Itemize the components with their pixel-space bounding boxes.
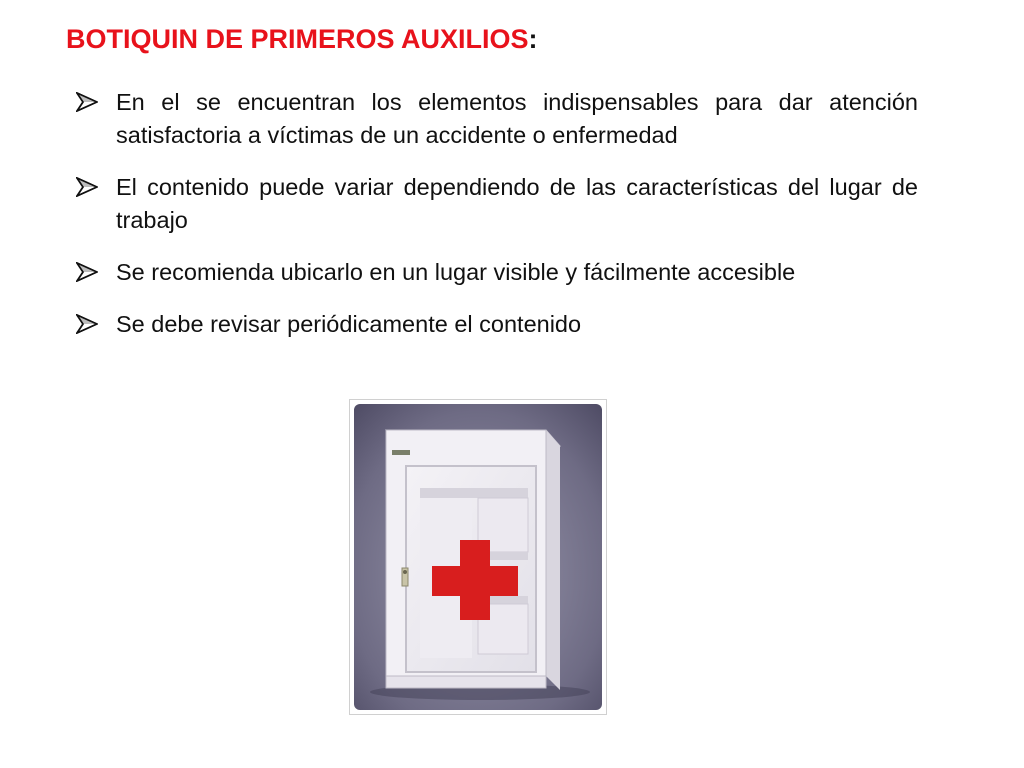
bullet-item bbox=[76, 86, 918, 152]
slide-title-text: BOTIQUIN DE PRIMEROS AUXILIOS bbox=[66, 24, 529, 54]
bullet-item bbox=[76, 171, 918, 237]
arrow-bullet-icon bbox=[76, 262, 98, 282]
bullet-text: Se debe revisar periódicamente el contenido bbox=[116, 311, 582, 337]
brand-label bbox=[392, 450, 410, 455]
bullet-text: En el se encuentran los elementos indispensables para dar atención satisfactoria a víctimas de un accidente o enfermedad bbox=[116, 89, 918, 148]
bullet-text: Se recomienda ubicarlo en un lugar visible y fácilmente accesible bbox=[116, 259, 796, 285]
bullet-list bbox=[76, 86, 918, 341]
arrow-bullet-icon bbox=[76, 177, 98, 197]
arrow-bullet-icon bbox=[76, 314, 98, 334]
cabinet-illustration bbox=[350, 400, 606, 714]
slide-title-colon: : bbox=[528, 24, 538, 54]
first-aid-cabinet-photo bbox=[350, 400, 606, 714]
bullet-item bbox=[76, 308, 918, 341]
slide-title bbox=[66, 24, 538, 55]
arrow-bullet-icon bbox=[76, 92, 98, 112]
bullet-text: El contenido puede variar dependiendo de las características del lugar de trabajo bbox=[116, 174, 918, 233]
bullet-item bbox=[76, 256, 918, 289]
